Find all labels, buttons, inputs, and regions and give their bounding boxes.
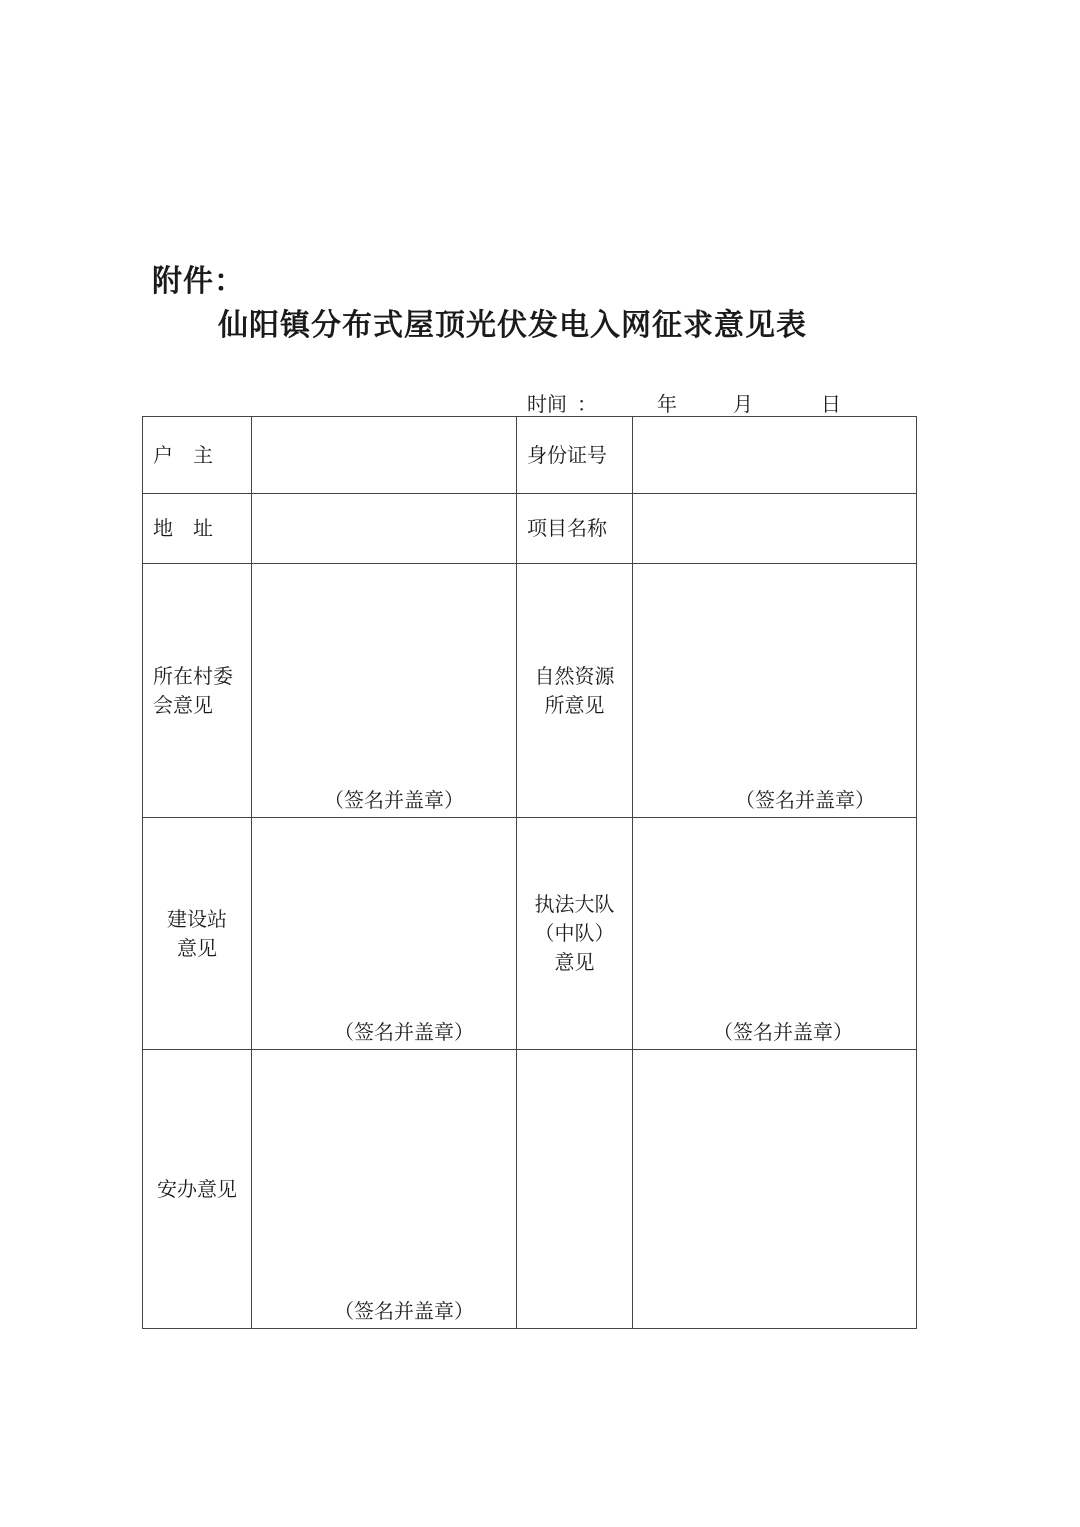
signature-note-construction: （签名并盖章） xyxy=(334,1020,474,1044)
enforcement-label-cell xyxy=(517,818,633,1050)
date-colon: ： xyxy=(577,392,597,416)
construction-label-line2: 意见 xyxy=(177,935,217,960)
enforcement-opinion-cell[interactable] xyxy=(633,818,917,1050)
enforcement-label-line3: 意见 xyxy=(554,950,595,974)
form-row-construction-enforcement xyxy=(143,818,917,1050)
construction-label-line1: 建设站 xyxy=(167,906,227,931)
date-month-label: 月 xyxy=(733,392,753,416)
project-name-label-cell xyxy=(517,494,633,564)
form-title: 仙阳镇分布式屋顶光伏发电入网征求意见表 xyxy=(218,308,807,343)
id-number-label: 身份证号 xyxy=(527,442,607,467)
signature-note-resources: （签名并盖章） xyxy=(735,788,875,812)
village-committee-opinion-cell[interactable] xyxy=(252,564,517,818)
owner-label: 户 主 xyxy=(153,442,213,467)
address-label-cell xyxy=(143,494,252,564)
village-committee-label-cell xyxy=(143,564,252,818)
date-time-label: 时间 xyxy=(527,392,567,416)
signature-note-safety: （签名并盖章） xyxy=(334,1299,474,1323)
form-row-safety xyxy=(143,1050,917,1329)
owner-label-cell xyxy=(143,417,252,494)
natural-resources-opinion-cell[interactable] xyxy=(633,564,917,818)
blank-opinion-cell[interactable] xyxy=(633,1050,917,1329)
project-name-value-cell[interactable] xyxy=(633,494,917,564)
safety-office-label: 安办意见 xyxy=(157,1176,237,1201)
form-row-address xyxy=(143,494,917,564)
enforcement-label-line1: 执法大队 xyxy=(534,892,615,916)
enforcement-label-line2: （中队） xyxy=(534,921,615,945)
project-name-label: 项目名称 xyxy=(527,516,607,540)
form-row-village-resources xyxy=(143,564,917,818)
attachment-label: 附件： xyxy=(152,264,245,299)
form-row-owner xyxy=(143,417,917,494)
signature-note-enforcement: （签名并盖章） xyxy=(713,1020,853,1044)
natural-resources-label-cell xyxy=(517,564,633,818)
address-value-cell[interactable] xyxy=(252,494,517,564)
id-number-label-cell xyxy=(517,417,633,494)
blank-label-cell xyxy=(517,1050,633,1329)
village-committee-label-line1: 所在村委 xyxy=(153,663,233,688)
natural-resources-label-line1: 自然资源 xyxy=(534,663,615,688)
address-label: 地 址 xyxy=(153,516,213,540)
safety-office-opinion-cell[interactable] xyxy=(252,1050,517,1329)
signature-note-village: （签名并盖章） xyxy=(324,788,464,812)
natural-resources-label-line2: 所意见 xyxy=(544,692,605,717)
owner-value-cell[interactable] xyxy=(252,417,517,494)
date-day-label: 日 xyxy=(821,392,841,416)
id-number-value-cell[interactable] xyxy=(633,417,917,494)
opinion-form-table xyxy=(142,416,917,1329)
construction-label-cell xyxy=(143,818,252,1050)
date-year-label: 年 xyxy=(657,392,677,416)
construction-opinion-cell[interactable] xyxy=(252,818,517,1050)
safety-office-label-cell xyxy=(143,1050,252,1329)
village-committee-label-line2: 会意见 xyxy=(153,692,213,717)
